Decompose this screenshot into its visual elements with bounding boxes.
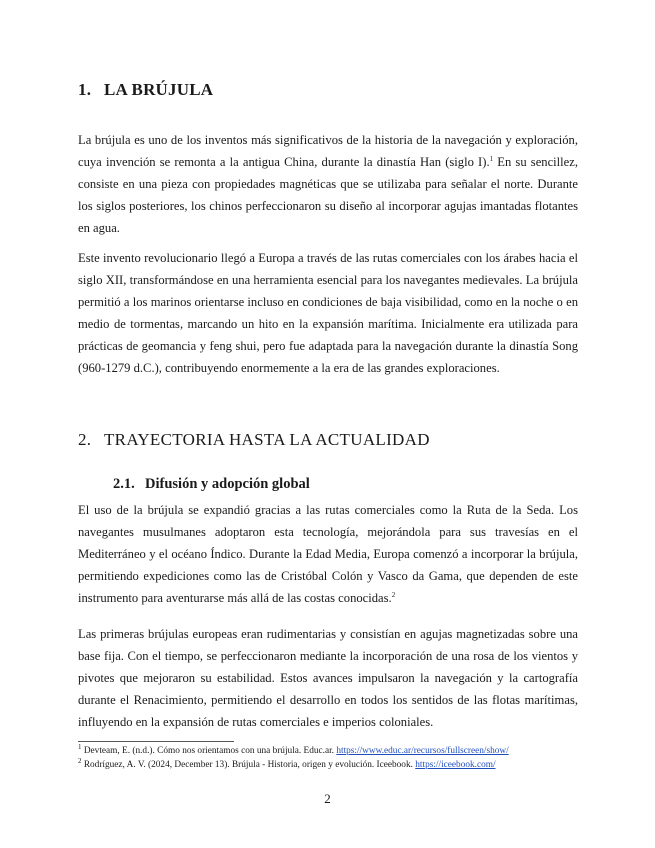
footnote-separator	[78, 741, 234, 742]
footnote-1-link[interactable]: https://www.educ.ar/recursos/fullscreen/show/	[336, 746, 509, 756]
section-2-heading	[78, 430, 430, 450]
subsection-2-1-paragraph-2: Las primeras brújulas europeas eran rudimentarias y consistían en agujas magnetizadas sobre una base fija. Con el tiempo, se perfeccionaron mediante la incorporación de una rosa de los vientos y pivotes que mejoraron su estabilidad. Estos avances impulsaron la navegación y la cartografía durante el Renacimiento, permitiendo el desarrollo en todos los sentidos de las flotas marítimas, influyendo en la expansión de rutas comerciales e imperios coloniales.	[78, 627, 578, 729]
subsection-2-1-title: Difusión y adopción global	[145, 476, 310, 492]
subsection-2-1-heading	[113, 476, 310, 493]
section-1-paragraph-1	[78, 129, 578, 239]
footnote-2-text: Rodríguez, A. V. (2024, December 13). Brújula - Historia, origen y evolución. Iceebook.	[81, 760, 416, 770]
paragraph-text: La brújula es uno de los inventos más significativos de la historia de la navegación y exploración, cuya invención se remonta a la antigua China, durante la dinastía Han (siglo I).	[78, 133, 578, 169]
footnote-1	[78, 744, 598, 758]
subsection-2-1-paragraph-1	[78, 499, 578, 609]
footnote-ref-1[interactable]: 1	[489, 154, 494, 163]
footnote-1-text: Devteam, E. (n.d.). Cómo nos orientamos con una brújula. Educ.ar.	[81, 746, 337, 756]
section-1-number: 1.	[78, 80, 92, 99]
paragraph-text-cont: En su sencillez, consiste en una pieza con propiedades magnéticas que se utilizaba para señalar el norte. Durante los siglos posteriores, los chinos perfeccionaron su diseño al incorporar agujas imantadas flotantes en agua.	[78, 155, 578, 235]
footnote-2-marker: 2	[78, 756, 82, 765]
section-1-paragraph-2: Este invento revolucionario llegó a Europa a través de las rutas comerciales con los árabes hacia el siglo XII, transformándose en una herramienta esencial para los navegantes medievales. La brújula permitió a los marinos orientarse incluso en condiciones de baja visibilidad, como en la noche o en medio de tormentas, marcando un hito en la expansión marítima. Inicialmente era utilizada para prácticas de geomancia y feng shui, pero fue adaptada para la navegación durante la dinastía Song (960-1279 d.C.), contribuyendo enormemente a la era de las grandes exploraciones.	[78, 251, 578, 375]
page-number: 2	[324, 791, 331, 806]
subsection-2-1-number: 2.1.	[113, 476, 135, 492]
footnote-2	[78, 758, 598, 772]
section-2-number: 2.	[78, 430, 92, 449]
section-1-heading	[78, 80, 213, 100]
footnotes	[78, 744, 598, 772]
footnote-2-link[interactable]: https://iceebook.com/	[415, 760, 496, 770]
footnote-1-marker: 1	[78, 742, 82, 751]
section-2-title: TRAYECTORIA HASTA LA ACTUALIDAD	[104, 430, 430, 449]
footnote-ref-2[interactable]: 2	[391, 590, 396, 599]
paragraph-text: El uso de la brújula se expandió gracias a las rutas comerciales como la Ruta de la Seda. Los navegantes musulmanes adoptaron esta tecnología, mejorándola para sus travesías en el Mediterráneo y el océano Índico. Durante la Edad Media, Europa comenzó a incorporar la brújula, permitiendo expediciones como las de Cristóbal Colón y Vasco da Gama, que dependen de este instrumento para aventurarse más allá de las costas conocidas.	[78, 503, 578, 605]
section-1-title: LA BRÚJULA	[104, 80, 214, 99]
